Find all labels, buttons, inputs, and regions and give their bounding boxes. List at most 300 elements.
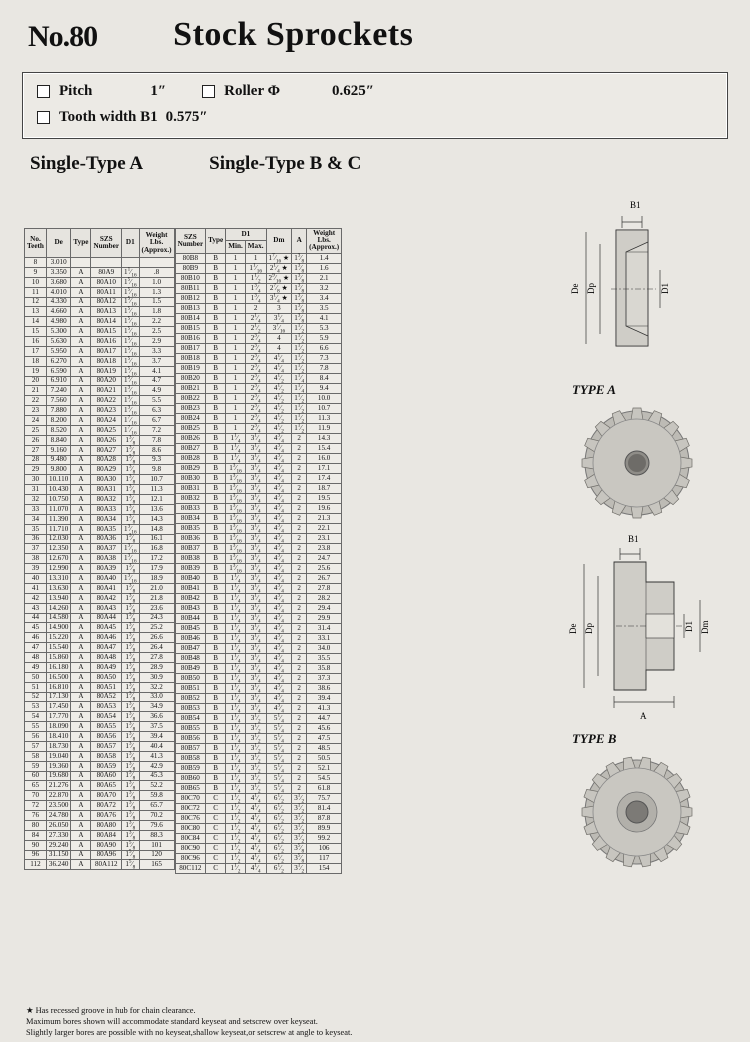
cell: 80A21 [91, 386, 122, 396]
cell: 80A16 [91, 337, 122, 347]
cell: 80B34 [175, 513, 206, 523]
cell: 80B24 [175, 413, 206, 423]
cell: A [71, 613, 91, 623]
cell: 10.750 [46, 495, 71, 505]
cell: B [206, 783, 226, 793]
cell: A [71, 425, 91, 435]
cell: 51⁄4 [266, 783, 292, 793]
cell: $1^3⁄_8$ [292, 263, 307, 273]
cell: 18.9 [139, 574, 174, 584]
cell: 1 [226, 383, 246, 393]
cell: 51⁄4 [266, 773, 292, 783]
cell: 18.7 [307, 483, 342, 493]
cell: 11.710 [46, 524, 71, 534]
cell: 43⁄4 [266, 573, 292, 583]
table-row [175, 273, 342, 283]
cell: 80A70 [91, 791, 122, 801]
table-row [175, 553, 342, 563]
cell: 21.0 [139, 583, 174, 593]
cell: 11⁄4 [226, 663, 246, 673]
cell: 80B54 [175, 713, 206, 723]
cell: 53 [25, 702, 47, 712]
cell: $1^3⁄_{16}$ [122, 554, 140, 564]
table-row [25, 267, 175, 277]
cell: 13⁄16 [226, 563, 246, 573]
cell: 2 [292, 593, 307, 603]
col-dm: Dm [266, 229, 292, 254]
cell: $1^3⁄_{16}$ [122, 396, 140, 406]
cell: A [71, 593, 91, 603]
cell: 99.2 [307, 833, 342, 843]
cell: 80A32 [91, 495, 122, 505]
cell: 80B41 [175, 583, 206, 593]
cell: 80B58 [175, 753, 206, 763]
cell: 33.1 [307, 633, 342, 643]
cell: $3^1⁄_4$ [245, 443, 266, 453]
cell: $1^5⁄_{16}$ [122, 346, 140, 356]
cell: 11⁄4 [226, 753, 246, 763]
table-row [175, 833, 342, 843]
cell: 43⁄4 [266, 513, 292, 523]
cell: 90 [25, 840, 47, 850]
cell: 11⁄4 [226, 573, 246, 583]
table-row [175, 593, 342, 603]
checkbox-icon[interactable] [37, 85, 50, 98]
spec-box [22, 72, 728, 139]
cell: 15.220 [46, 633, 71, 643]
cell: B [206, 403, 226, 413]
cell: 31⁄4 [245, 493, 266, 503]
spec-row-tooth-width [37, 109, 713, 126]
cell: $1^5⁄_{16}$ [122, 277, 140, 287]
cell: 80B35 [175, 523, 206, 533]
cell: 43⁄4 [266, 503, 292, 513]
col-szs: SZS Number [175, 229, 206, 254]
cell: 45.6 [307, 723, 342, 733]
cell: 41⁄4 [245, 863, 266, 874]
cell: $1^3⁄_8$ [122, 751, 140, 761]
cell: 1 [226, 343, 246, 353]
cell: 27.330 [46, 830, 71, 840]
cell: 43⁄4 [266, 553, 292, 563]
cell: 2 [292, 683, 307, 693]
cell: A [71, 583, 91, 593]
cell: 13⁄16 [226, 463, 246, 473]
cell: 11⁄4 [226, 743, 246, 753]
cell: A [71, 396, 91, 406]
table-row [175, 723, 342, 733]
footnote-1: ★ Has recessed groove in hub for chain clearance. [26, 1006, 196, 1015]
col-type: Type [206, 229, 226, 254]
cell: B [206, 753, 226, 763]
cell: 43⁄4 [266, 583, 292, 593]
cell: $1^3⁄_8$ [292, 303, 307, 313]
cell: A [71, 376, 91, 386]
cell: B [206, 483, 226, 493]
cell: 2 [292, 603, 307, 613]
cell: 4.010 [46, 287, 71, 297]
table-row [25, 435, 175, 445]
table-type-bc [175, 228, 343, 874]
cell: B [206, 283, 226, 293]
cell: B [206, 363, 226, 373]
cell: 21.276 [46, 781, 71, 791]
cell: 36 [25, 534, 47, 544]
cell: $4^3⁄_4$ [266, 433, 292, 443]
cell: 34 [25, 514, 47, 524]
cell: 6.6 [307, 343, 342, 353]
cell: 11⁄4 [226, 693, 246, 703]
cell: $1^3⁄_8$ [292, 313, 307, 323]
cell: 43⁄4 [266, 653, 292, 663]
cell: A [71, 623, 91, 633]
cell: B [206, 603, 226, 613]
cell: 7.2 [139, 425, 174, 435]
cell: 80B32 [175, 493, 206, 503]
cell: 52.1 [307, 763, 342, 773]
cell: $1^3⁄_8$ [292, 273, 307, 283]
cell: 10.7 [139, 475, 174, 485]
cell: A [71, 702, 91, 712]
cell: A [71, 672, 91, 682]
col-d1: D1 [226, 229, 266, 241]
cell: $1^3⁄_8$ [122, 771, 140, 781]
cell: 8.520 [46, 425, 71, 435]
cell: 34.0 [307, 643, 342, 653]
cell: 40.4 [139, 741, 174, 751]
cell: 31⁄4 [245, 543, 266, 553]
table-row [25, 406, 175, 416]
table-row [25, 485, 175, 495]
cell: 80A49 [91, 662, 122, 672]
cell: 37.3 [307, 673, 342, 683]
cell: 2 [292, 623, 307, 633]
cell: 5.3 [307, 323, 342, 333]
cell: 6.590 [46, 366, 71, 376]
table-row [25, 850, 175, 860]
cell: 31⁄4 [245, 483, 266, 493]
cell: B [206, 503, 226, 513]
table-row [175, 363, 342, 373]
cell: 11 [25, 287, 47, 297]
cell: 1 [226, 323, 246, 333]
table-row [25, 623, 175, 633]
table-row [25, 682, 175, 692]
cell: 45 [25, 623, 47, 633]
cell: 27.8 [139, 653, 174, 663]
cell: $1^3⁄_8$ [122, 653, 140, 663]
cell: $1^5⁄_{16}$ [122, 366, 140, 376]
cell: 35⁄8 [292, 843, 307, 853]
cell: 2.2 [139, 317, 174, 327]
cell: 51⁄4 [266, 753, 292, 763]
cell: $1^3⁄_8$ [122, 603, 140, 613]
svg-text:D1: D1 [660, 283, 670, 294]
cell: 57 [25, 741, 47, 751]
cell: 80B51 [175, 683, 206, 693]
cell: 29 [25, 465, 47, 475]
cell: 31⁄2 [245, 713, 266, 723]
cell: 80A52 [91, 692, 122, 702]
cell: $2^3⁄_4$ [245, 353, 266, 363]
cell: 11⁄4 [226, 723, 246, 733]
cell: 19.5 [307, 493, 342, 503]
cell: $4^1⁄_2$ [266, 413, 292, 423]
cell: 84 [25, 830, 47, 840]
cell: 24.7 [307, 553, 342, 563]
cell: 31⁄4 [245, 553, 266, 563]
table-row [175, 533, 342, 543]
cell: A [71, 781, 91, 791]
table-row [175, 573, 342, 583]
cell: 43⁄4 [266, 673, 292, 683]
cell: A [71, 327, 91, 337]
cell: 31⁄4 [245, 533, 266, 543]
cell: 13⁄16 [226, 513, 246, 523]
cell: A [71, 732, 91, 742]
col-teeth: No. Teeth [25, 229, 47, 258]
cell: 70 [25, 791, 47, 801]
cell: B [206, 773, 226, 783]
cell: 80B26 [175, 433, 206, 443]
cell: 31⁄2 [245, 743, 266, 753]
cell: 17 [25, 346, 47, 356]
cell: 80B12 [175, 293, 206, 303]
cell: 27 [25, 445, 47, 455]
cell: 80C70 [175, 793, 206, 803]
cell: 51⁄4 [266, 743, 292, 753]
table-row [175, 343, 342, 353]
cell: 43⁄4 [266, 643, 292, 653]
cell: 4 [266, 333, 292, 343]
cell: 79.6 [139, 820, 174, 830]
cell: 3.5 [307, 303, 342, 313]
table-row [175, 683, 342, 693]
cell: 80A20 [91, 376, 122, 386]
cell: A [71, 514, 91, 524]
cell: 5.630 [46, 337, 71, 347]
table-row [25, 811, 175, 821]
table-row [25, 860, 175, 870]
cell: $4^1⁄_2$ [266, 383, 292, 393]
cell: 5.300 [46, 327, 71, 337]
cell: 80A51 [91, 682, 122, 692]
cell: 32.2 [139, 682, 174, 692]
cell: 80B56 [175, 733, 206, 743]
cell: 16.1 [139, 534, 174, 544]
table-row [175, 513, 342, 523]
cell: 2 [292, 453, 307, 463]
cell: 2 [292, 493, 307, 503]
cell: $1^1⁄_2$ [292, 363, 307, 373]
cell: A [71, 297, 91, 307]
cell: 6.270 [46, 356, 71, 366]
cell: 28.2 [307, 593, 342, 603]
cell: 15.860 [46, 653, 71, 663]
cell: 20 [25, 376, 47, 386]
cell: 31⁄4 [245, 613, 266, 623]
cell: $1^3⁄_8$ [122, 534, 140, 544]
cell: A [71, 811, 91, 821]
cell: 80A15 [91, 327, 122, 337]
pitch-value: 1″ [150, 83, 167, 99]
cell: $2^3⁄_4$ [245, 383, 266, 393]
tooth-width-label: Tooth width B1 [59, 109, 158, 125]
table-row [25, 574, 175, 584]
cell: $1^3⁄_8$ [122, 741, 140, 751]
table-row [25, 416, 175, 426]
svg-text:Dp: Dp [584, 623, 594, 634]
cell: A [71, 495, 91, 505]
cell: 37.5 [139, 722, 174, 732]
cell: B [206, 743, 226, 753]
cell: 80A24 [91, 416, 122, 426]
cell: 13⁄16 [226, 503, 246, 513]
table-a-body [25, 258, 175, 870]
cell: A [71, 722, 91, 732]
cell: A [71, 603, 91, 613]
cell: B [206, 693, 226, 703]
table-row [25, 722, 175, 732]
cell: 80A30 [91, 475, 122, 485]
cell: 2 [292, 713, 307, 723]
cell: 80A53 [91, 702, 122, 712]
cell: 43⁄4 [266, 533, 292, 543]
cell: 19 [25, 366, 47, 376]
col-d1-max: Max. [245, 241, 266, 253]
cell: 16.180 [46, 662, 71, 672]
cell: 31⁄2 [245, 753, 266, 763]
cell: 31⁄4 [245, 603, 266, 613]
cell: B [206, 493, 226, 503]
cell: $1^1⁄_{16}$ [245, 263, 266, 273]
cell: 65 [25, 781, 47, 791]
table-row [175, 773, 342, 783]
cell: 2 [292, 583, 307, 593]
cell: $1^3⁄_8$ [122, 465, 140, 475]
cell: 80B33 [175, 503, 206, 513]
cell: 17.2 [139, 554, 174, 564]
cell: 2 [292, 613, 307, 623]
cell: 31 [25, 485, 47, 495]
cell: $1^5⁄_{16}$ [122, 317, 140, 327]
cell: 72 [25, 801, 47, 811]
cell: A [71, 840, 91, 850]
cell: 8 [25, 258, 47, 268]
cell: 31⁄4 [245, 503, 266, 513]
checkbox-icon[interactable] [37, 111, 50, 124]
cell: 31⁄4 [245, 593, 266, 603]
cell: B [206, 553, 226, 563]
cell: 2 [292, 553, 307, 563]
table-row [175, 413, 342, 423]
table-row [25, 820, 175, 830]
cell: 2 [292, 763, 307, 773]
table-row [175, 693, 342, 703]
cell: 7.3 [307, 353, 342, 363]
cell: 23.6 [139, 603, 174, 613]
cell: B [206, 543, 226, 553]
cell: 11⁄4 [226, 783, 246, 793]
cell: C [206, 813, 226, 823]
cell: 80B15 [175, 323, 206, 333]
cell: 80B40 [175, 573, 206, 583]
cell: 12.670 [46, 554, 71, 564]
cell: B [206, 683, 226, 693]
cell: $2^3⁄_4$ [245, 333, 266, 343]
cell: C [206, 823, 226, 833]
cell: B [206, 373, 226, 383]
table-row [25, 396, 175, 406]
cell: A [71, 534, 91, 544]
cell: 11.3 [139, 485, 174, 495]
cell: B [206, 293, 226, 303]
cell: $1^1⁄_2$ [292, 403, 307, 413]
table-row [25, 376, 175, 386]
cell: 80C76 [175, 813, 206, 823]
cell: B [206, 713, 226, 723]
cell: $1^3⁄_8$ [122, 781, 140, 791]
cell: A [71, 337, 91, 347]
cell: 80C90 [175, 843, 206, 853]
checkbox-icon[interactable] [202, 85, 215, 98]
cell: 16.0 [307, 453, 342, 463]
cell: 75.7 [307, 793, 342, 803]
cell: 2 [292, 463, 307, 473]
table-row [25, 712, 175, 722]
cell: 13.6 [139, 504, 174, 514]
cell: 43⁄4 [266, 493, 292, 503]
cell: 7.560 [46, 396, 71, 406]
cell: 8.200 [46, 416, 71, 426]
cell: A [71, 830, 91, 840]
cell: 31⁄2 [245, 723, 266, 733]
cell: A [71, 801, 91, 811]
cell: 36.240 [46, 860, 71, 870]
cell: 80A19 [91, 366, 122, 376]
cell: $1^3⁄_{16}$ [122, 544, 140, 554]
cell: 61⁄2 [266, 823, 292, 833]
cell: 18.730 [46, 741, 71, 751]
table-row [175, 753, 342, 763]
cell: $1^3⁄_{16}$ [122, 386, 140, 396]
cell: A [71, 435, 91, 445]
cell: $1^3⁄_8$ [122, 643, 140, 653]
cell: 2.5 [139, 327, 174, 337]
table-row [175, 763, 342, 773]
cell: 1 [226, 273, 246, 283]
cell: 2 [292, 743, 307, 753]
cell: $1^3⁄_8$ [122, 504, 140, 514]
cell: 19.680 [46, 771, 71, 781]
cell: 42 [25, 593, 47, 603]
cell: $1^3⁄_8$ [292, 253, 307, 263]
cell: 80A42 [91, 593, 122, 603]
svg-text:Dp: Dp [586, 283, 596, 294]
cell: 11⁄4 [226, 593, 246, 603]
cell: A [71, 366, 91, 376]
cell: 35 [25, 524, 47, 534]
cell: 36.6 [139, 712, 174, 722]
cell: 41⁄4 [245, 793, 266, 803]
cell: 4.660 [46, 307, 71, 317]
cell: $1^3⁄_8$ [122, 445, 140, 455]
cell: 41⁄4 [245, 803, 266, 813]
cell: A [71, 524, 91, 534]
cell: 80 [25, 820, 47, 830]
cell: $1^3⁄_{16}$ [122, 574, 140, 584]
cell: 27.8 [307, 583, 342, 593]
